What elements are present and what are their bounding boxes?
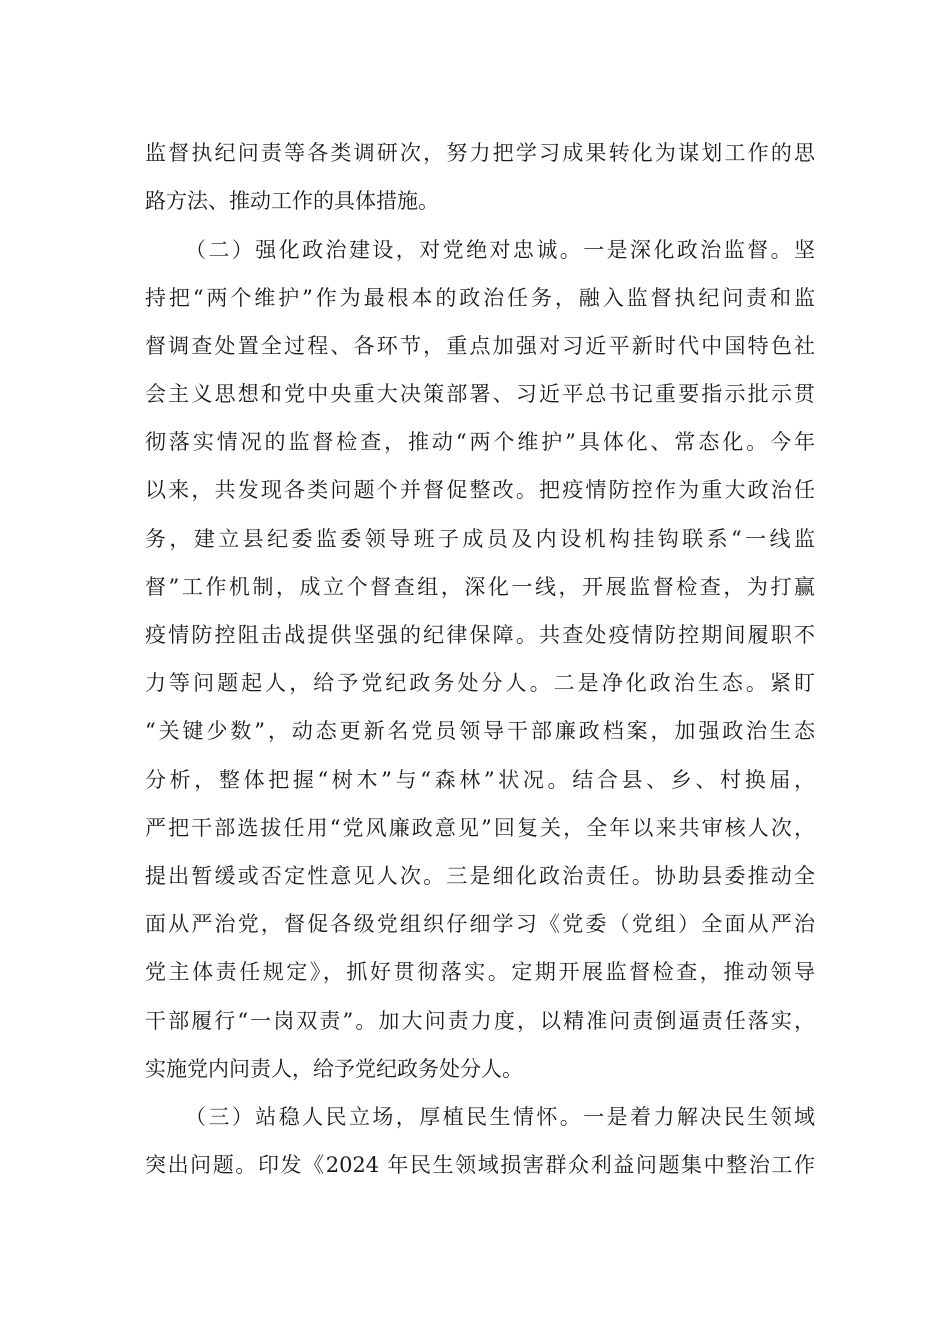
paragraph-line: 面从严治党，督促各级党组织仔细学习《党委（党组）全面从严治 [145,912,815,936]
paragraph-line: 力等问题起人，给予党纪政务处分人。二是净化政治生态。紧盯 [145,671,815,695]
paragraph-line: 提出暂缓或否定性意见人次。三是细化政治责任。协助县委推动全 [145,864,815,888]
paragraph-line: 干部履行“一岗双责”。加大问责力度，以精准问责倒逼责任落实， [145,1009,815,1033]
paragraph-line: 督”工作机制，成立个督查组，深化一线，开展监督检查，为打赢 [145,575,815,599]
paragraph-line: 突出问题。印发《2024 年民生领域损害群众利益问题集中整治工作 [145,1153,815,1177]
paragraph-line: 实施党内问责人，给予党纪政务处分人。 [145,1057,523,1081]
section-heading-line: （三）站稳人民立场，厚植民生情怀。一是着力解决民生领域 [185,1105,815,1129]
section-heading-line: （二）强化政治建设，对党绝对忠诚。一是深化政治监督。坚 [185,238,815,262]
paragraph-line: “关键少数”，动态更新名党员领导干部廉政档案，加强政治生态 [145,719,815,743]
paragraph-line: 疫情防控阻击战提供坚强的纪律保障。共查处疫情防控期间履职不 [145,623,815,647]
paragraph-line: 以来，共发现各类问题个并督促整改。把疫情防控作为重大政治任 [145,478,815,502]
paragraph-line: 务，建立县纪委监委领导班子成员及内设机构挂钩联系“一线监 [145,527,815,551]
paragraph-line: 督调查处置全过程、各环节，重点加强对习近平新时代中国特色社 [145,334,815,358]
paragraph-line: 彻落实情况的监督检查，推动“两个维护”具体化、常态化。今年 [145,430,815,454]
paragraph-line: 严把干部选拔任用“党风廉政意见”回复关，全年以来共审核人次， [145,816,815,840]
paragraph-line: 监督执纪问责等各类调研次，努力把学习成果转化为谋划工作的思 [145,141,815,165]
paragraph-line: 会主义思想和党中央重大决策部署、习近平总书记重要指示批示贯 [145,382,815,406]
paragraph-line: 持把“两个维护”作为最根本的政治任务，融入监督执纪问责和监 [145,286,815,310]
paragraph-line: 党主体责任规定》，抓好贯彻落实。定期开展监督检查，推动领导 [145,960,815,984]
paragraph-line: 路方法、推动工作的具体措施。 [145,189,439,213]
paragraph-line: 分析，整体把握“树木”与“森林”状况。结合县、乡、村换届， [145,768,815,792]
